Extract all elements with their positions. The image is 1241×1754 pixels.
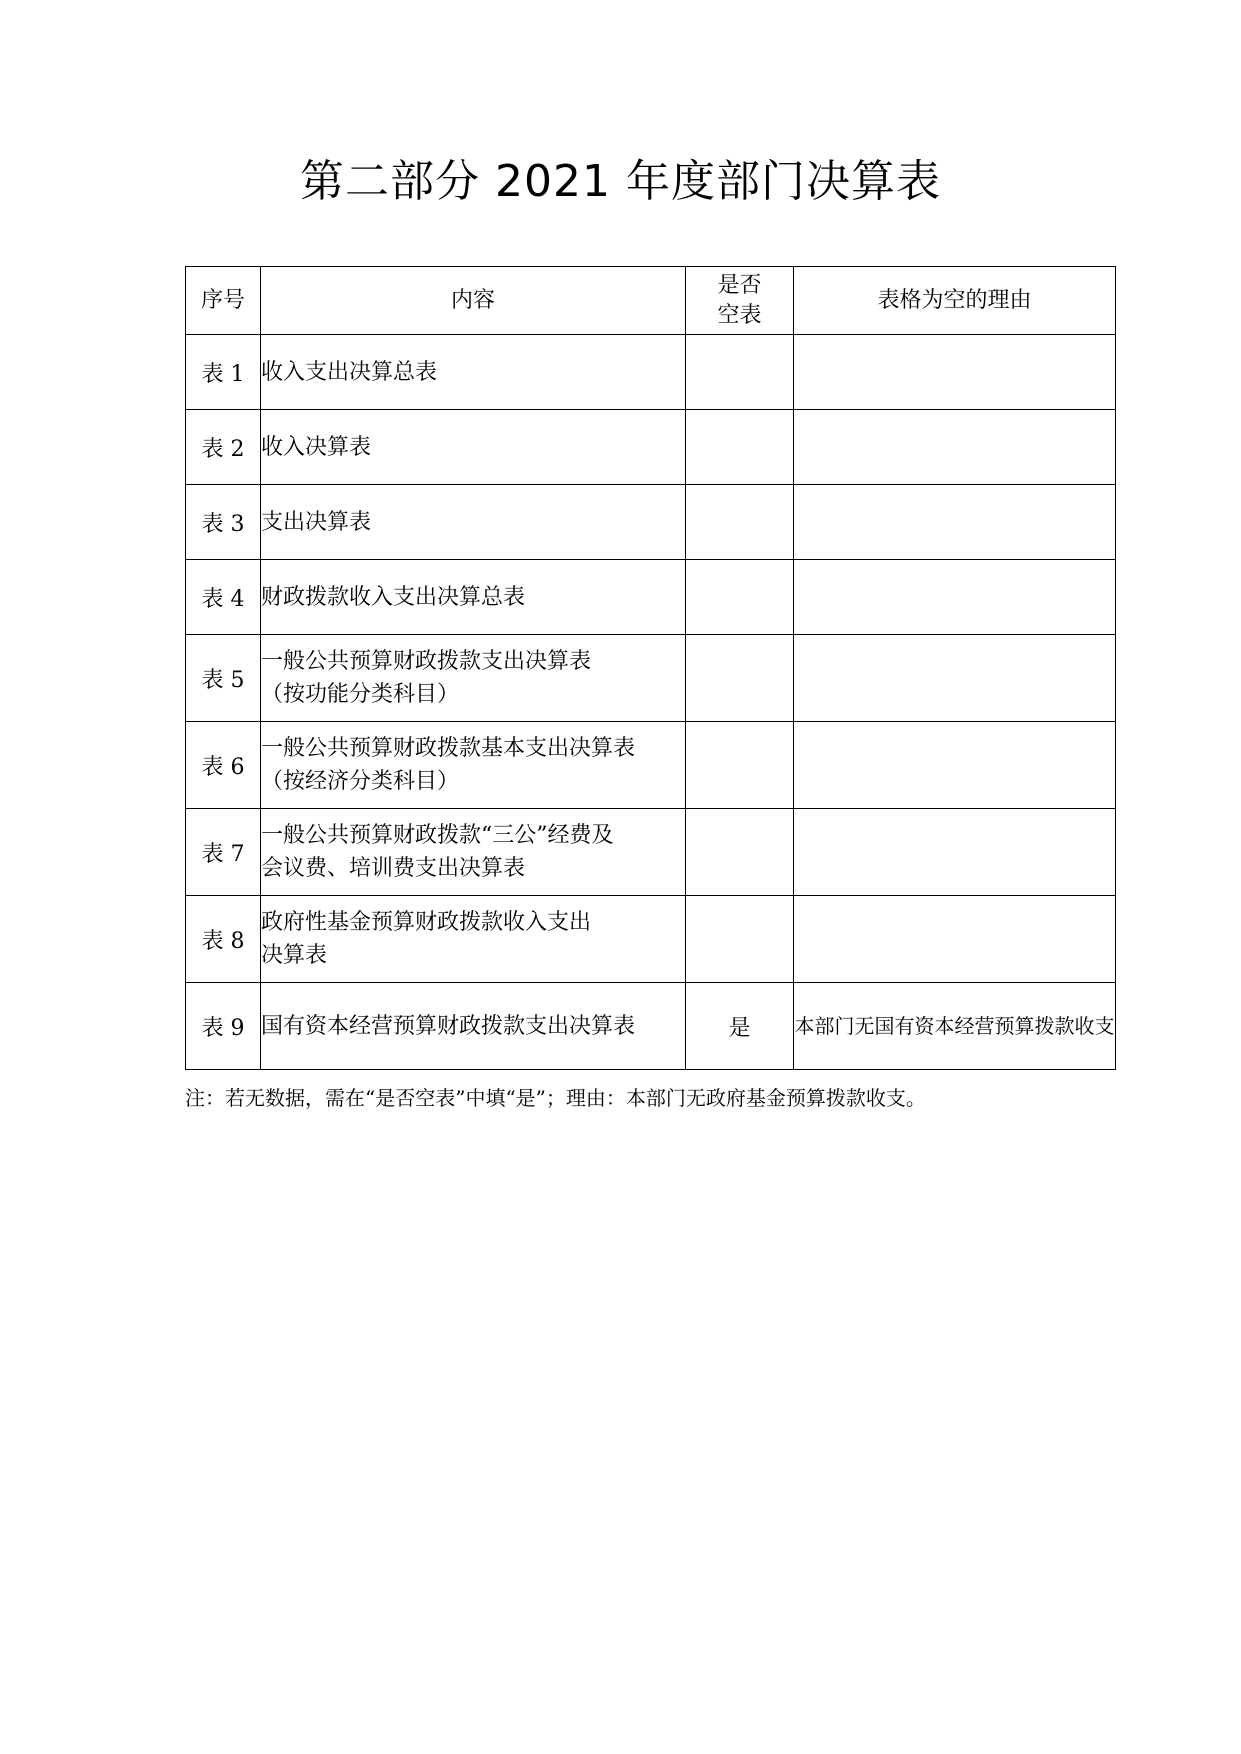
row-content-line: 政府性基金预算财政拨款收入支出	[261, 910, 592, 935]
table-header-row	[186, 267, 1116, 335]
row-is-empty	[686, 335, 794, 410]
header-content: 内容	[261, 267, 686, 335]
row-content	[261, 809, 686, 896]
row-content-line: （按功能分类科目）	[261, 682, 460, 707]
row-content	[261, 560, 686, 635]
row-is-empty	[686, 896, 794, 983]
table-row	[186, 722, 1116, 809]
page-title: 第二部分 2021 年度部门决算表	[300, 156, 941, 207]
row-is-empty	[686, 635, 794, 722]
row-reason	[794, 809, 1116, 896]
row-content-line: 决算表	[261, 943, 328, 968]
row-content	[261, 635, 686, 722]
row-content	[261, 410, 686, 485]
row-no: 表 2	[186, 410, 261, 485]
table-row	[186, 335, 1116, 410]
row-content-line: 财政拨款收入支出决算总表	[261, 584, 526, 610]
row-no: 表 6	[186, 722, 261, 809]
row-is-empty	[686, 809, 794, 896]
report-list-table	[185, 266, 1116, 1070]
row-is-empty	[686, 722, 794, 809]
row-no: 表 4	[186, 560, 261, 635]
row-reason: 本部门无国有资本经营预算拨款收支	[794, 983, 1116, 1070]
row-content-line: 一般公共预算财政拨款基本支出决算表	[261, 736, 636, 761]
row-reason	[794, 635, 1116, 722]
row-content	[261, 896, 686, 983]
row-no: 表 3	[186, 485, 261, 560]
row-reason	[794, 896, 1116, 983]
row-is-empty: 是	[686, 983, 794, 1070]
row-content-line: 会议费、培训费支出决算表	[261, 856, 526, 881]
row-content-line: 国有资本经营预算财政拨款支出决算表	[261, 1013, 636, 1039]
row-content-line: 一般公共预算财政拨款“三公”经费及	[261, 823, 614, 848]
row-content-line: 支出决算表	[261, 509, 372, 535]
row-content	[261, 983, 686, 1070]
table-row	[186, 410, 1116, 485]
table-body	[186, 335, 1116, 1070]
footnote: 注：若无数据，需在“是否空表”中填“是”；理由：本部门无政府基金预算拨款收支。	[185, 1086, 926, 1110]
row-no: 表 1	[186, 335, 261, 410]
header-no: 序号	[186, 267, 261, 335]
row-reason	[794, 335, 1116, 410]
row-reason	[794, 722, 1116, 809]
row-content-line: 收入支出决算总表	[261, 359, 438, 385]
table-row	[186, 560, 1116, 635]
table-row	[186, 485, 1116, 560]
header-is-empty	[686, 267, 794, 335]
row-content-line: 一般公共预算财政拨款支出决算表	[261, 649, 592, 674]
row-content	[261, 722, 686, 809]
table-row	[186, 896, 1116, 983]
row-content-line: 收入决算表	[261, 434, 372, 460]
row-content	[261, 485, 686, 560]
row-no: 表 8	[186, 896, 261, 983]
row-content-line: （按经济分类科目）	[261, 769, 460, 794]
row-no: 表 5	[186, 635, 261, 722]
header-reason: 表格为空的理由	[794, 267, 1116, 335]
table-row	[186, 635, 1116, 722]
row-no: 表 9	[186, 983, 261, 1070]
row-is-empty	[686, 485, 794, 560]
row-reason	[794, 410, 1116, 485]
row-is-empty	[686, 560, 794, 635]
header-is-empty-line2: 空表	[717, 302, 762, 328]
header-is-empty-line1: 是否	[717, 272, 762, 298]
row-reason	[794, 560, 1116, 635]
row-no: 表 7	[186, 809, 261, 896]
table-row	[186, 983, 1116, 1070]
row-is-empty	[686, 410, 794, 485]
row-content	[261, 335, 686, 410]
table-row	[186, 809, 1116, 896]
row-reason	[794, 485, 1116, 560]
